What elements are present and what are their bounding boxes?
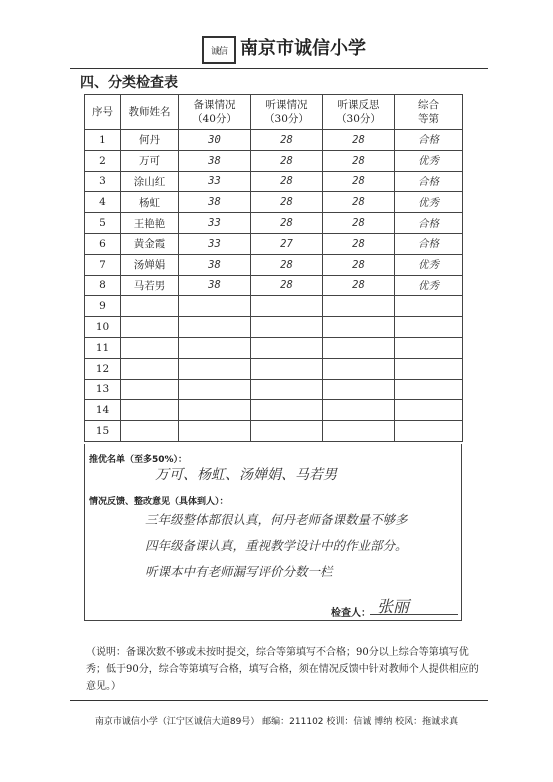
table-cell: 28 (323, 171, 395, 192)
table-cell: 11 (85, 337, 121, 358)
header-divider (70, 68, 488, 69)
table-row (85, 400, 463, 421)
school-name: 南京市诚信小学 (240, 38, 366, 59)
table-cell (395, 421, 463, 442)
table-cell: 7 (85, 254, 121, 275)
table-cell (395, 379, 463, 400)
table-cell (395, 337, 463, 358)
table-cell: 33 (179, 213, 251, 234)
table-row (85, 317, 463, 338)
table-cell: 5 (85, 213, 121, 234)
table-cell: 33 (179, 233, 251, 254)
table-cell (395, 296, 463, 317)
school-logo: 诚信 (202, 36, 236, 64)
table-cell: 30 (179, 130, 251, 151)
table-cell: 王艳艳 (121, 213, 179, 234)
table-row (85, 213, 463, 234)
table-cell (179, 358, 251, 379)
table-cell: 优秀 (395, 254, 463, 275)
table-cell (179, 400, 251, 421)
table-row (85, 192, 463, 213)
table-cell: 28 (251, 213, 323, 234)
recommend-list: 万可、杨虹、汤婵娟、马若男 (155, 467, 337, 483)
table-cell (251, 379, 323, 400)
inspector-label: 检查人： (331, 608, 371, 619)
table-cell (179, 296, 251, 317)
table-cell: 汤婵娟 (121, 254, 179, 275)
table-cell: 8 (85, 275, 121, 296)
table-row (85, 233, 463, 254)
table-cell: 黄金霞 (121, 233, 179, 254)
table-row (85, 254, 463, 275)
table-cell: 28 (251, 275, 323, 296)
table-row (85, 337, 463, 358)
table-cell: 2 (85, 150, 121, 171)
table-cell: 28 (323, 233, 395, 254)
comments-box (84, 444, 462, 621)
table-cell: 28 (251, 150, 323, 171)
table-cell: 27 (251, 233, 323, 254)
footer-divider (70, 700, 488, 701)
table-cell: 优秀 (395, 192, 463, 213)
table-cell (395, 317, 463, 338)
table-cell (121, 358, 179, 379)
table-row (85, 296, 463, 317)
table-cell (395, 358, 463, 379)
table-cell (251, 317, 323, 338)
table-cell: 13 (85, 379, 121, 400)
table-row (85, 421, 463, 442)
inspector-name: 张丽 (377, 597, 410, 616)
table-cell (179, 337, 251, 358)
table-cell: 10 (85, 317, 121, 338)
table-row (85, 130, 463, 151)
table-cell: 14 (85, 400, 121, 421)
table-cell: 涂山红 (121, 171, 179, 192)
table-cell (179, 421, 251, 442)
table-row (85, 171, 463, 192)
table-cell: 28 (251, 130, 323, 151)
table-cell: 9 (85, 296, 121, 317)
table-cell (121, 337, 179, 358)
table-cell (251, 358, 323, 379)
table-row (85, 379, 463, 400)
table-header-row (85, 95, 463, 130)
table-cell (323, 337, 395, 358)
feedback-line-1: 三年级整体都很认真，何丹老师备课数量不够多 (145, 512, 408, 527)
feedback-line-3: 听课本中有老师漏写评价分数一栏 (145, 564, 333, 579)
table-cell (179, 379, 251, 400)
column-header: 听课情况 （30分） (251, 95, 323, 130)
table-cell: 28 (251, 192, 323, 213)
table-cell: 38 (179, 254, 251, 275)
recommend-label: 推优名单（至多50%）： (89, 455, 188, 465)
table-cell (395, 400, 463, 421)
table-cell: 3 (85, 171, 121, 192)
page-header (0, 30, 553, 70)
table-cell (179, 317, 251, 338)
table-row (85, 275, 463, 296)
table-cell (251, 400, 323, 421)
table-cell: 28 (323, 192, 395, 213)
table-cell: 杨虹 (121, 192, 179, 213)
table-cell: 12 (85, 358, 121, 379)
feedback-label: 情况反馈、整改意见（具体到人）： (89, 497, 229, 507)
table-cell (323, 296, 395, 317)
table-cell: 1 (85, 130, 121, 151)
table-cell: 38 (179, 275, 251, 296)
table-cell: 优秀 (395, 275, 463, 296)
column-header: 综合 等第 (395, 95, 463, 130)
table-cell: 6 (85, 233, 121, 254)
column-header: 备课情况 （40分） (179, 95, 251, 130)
explanation-note: （说明：备课次数不够或未按时提交，综合等第填写不合格；90分以上综合等第填写优秀；低于90分，综合等第填写合格，填写合格，须在情况反馈中针对教师个人提供相应的意见。） (86, 647, 479, 692)
table-cell: 合格 (395, 171, 463, 192)
table-cell: 38 (179, 150, 251, 171)
table-cell: 4 (85, 192, 121, 213)
table-cell: 28 (323, 254, 395, 275)
table-cell: 28 (323, 213, 395, 234)
table-cell (323, 421, 395, 442)
table-cell (121, 421, 179, 442)
table-cell (121, 379, 179, 400)
table-cell: 28 (251, 254, 323, 275)
section-title: 四、分类检查表 (80, 75, 178, 91)
inspection-table (84, 94, 463, 442)
table-cell (323, 317, 395, 338)
table-cell: 万可 (121, 150, 179, 171)
table-cell: 合格 (395, 233, 463, 254)
column-header: 教师姓名 (121, 95, 179, 130)
table-cell (121, 296, 179, 317)
table-cell (121, 317, 179, 338)
table-cell: 合格 (395, 213, 463, 234)
column-header: 听课反思 （30分） (323, 95, 395, 130)
table-cell: 38 (179, 192, 251, 213)
table-cell: 何丹 (121, 130, 179, 151)
table-cell (251, 337, 323, 358)
table-cell (121, 400, 179, 421)
table-body (85, 130, 463, 442)
table-cell: 28 (251, 171, 323, 192)
page-footer: 南京市诚信小学（江宁区诚信大道89号） 邮编：211102 校训：信诚 博纳 校风：拖诚求真 (94, 717, 459, 727)
table-cell: 28 (323, 130, 395, 151)
table-cell: 28 (323, 150, 395, 171)
table-cell: 28 (323, 275, 395, 296)
table-cell (323, 379, 395, 400)
signature-line (370, 614, 458, 615)
table-cell (323, 358, 395, 379)
feedback-line-2: 四年级备课认真，重视教学设计中的作业部分。 (145, 538, 408, 553)
column-header: 序号 (85, 95, 121, 130)
table-cell (323, 400, 395, 421)
table-cell (251, 421, 323, 442)
table-cell: 优秀 (395, 150, 463, 171)
table-row (85, 358, 463, 379)
table-cell: 合格 (395, 130, 463, 151)
table-cell: 33 (179, 171, 251, 192)
table-cell (251, 296, 323, 317)
table-cell: 15 (85, 421, 121, 442)
table-row (85, 150, 463, 171)
table-cell: 马若男 (121, 275, 179, 296)
